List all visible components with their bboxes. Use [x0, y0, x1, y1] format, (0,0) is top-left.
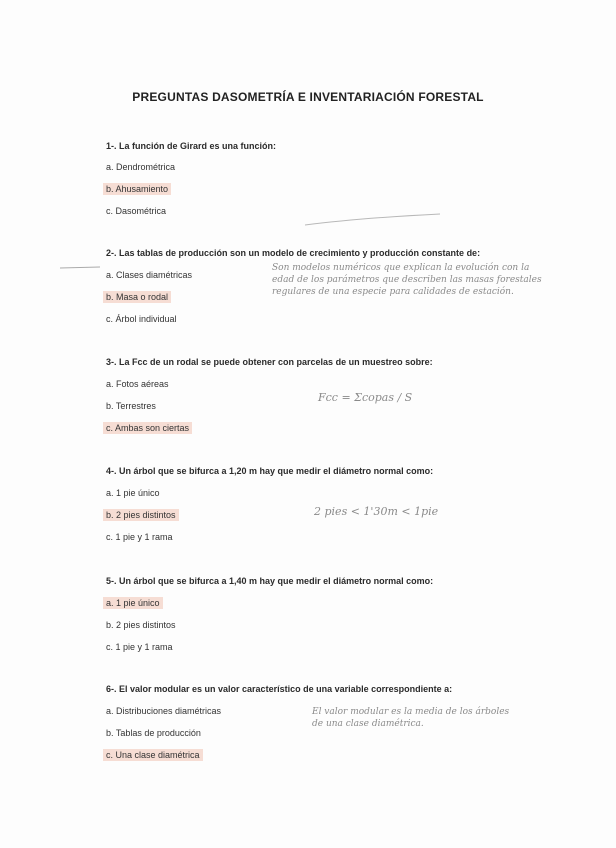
pencil-stroke-left: [58, 262, 102, 272]
question-6: 6-. El valor modular es un valor característico de una variable correspondiente a:: [106, 684, 453, 694]
option-3c-highlighted: [106, 423, 192, 433]
highlight-mark: c. Ambas son ciertas: [103, 422, 192, 434]
question-3: 3-. La Fcc de un rodal se puede obtener con parcelas de un muestreo sobre:: [106, 357, 433, 367]
question-5: 5-. Un árbol que se bifurca a 1,40 m hay que medir el diámetro normal como:: [106, 576, 434, 586]
handwritten-note-q4: 2 pies < 1'30m < 1pie: [314, 505, 439, 518]
option-2c: c. Árbol individual: [106, 314, 177, 324]
option-5c: c. 1 pie y 1 rama: [106, 642, 173, 652]
option-6c-highlighted: [106, 750, 203, 760]
highlight-mark: b. Masa o rodal: [103, 291, 171, 303]
option-5a-highlighted: [106, 598, 163, 608]
option-2a: a. Clases diamétricas: [106, 270, 193, 280]
highlight-mark: b. 2 pies distintos: [103, 509, 179, 521]
handwritten-note-q2: Son modelos numéricos que explican la evolución con la edad de los parámetros que describen las masas forestales regulares de una especie para calidades de estación.: [272, 263, 542, 297]
highlight-mark: a. 1 pie único: [103, 597, 163, 609]
option-4a: a. 1 pie único: [106, 488, 160, 498]
option-3a: a. Fotos aéreas: [106, 379, 169, 389]
option-1c: c. Dasométrica: [106, 206, 167, 216]
handwritten-note-q3: Fcc = Σcopas / S: [318, 391, 413, 404]
highlight-mark: b. Ahusamiento: [103, 183, 171, 195]
option-1b-highlighted: [106, 184, 171, 194]
pencil-stroke: [300, 210, 450, 230]
question-1: 1-. La función de Girard es una función:: [106, 141, 277, 151]
question-4: 4-. Un árbol que se bifurca a 1,20 m hay que medir el diámetro normal como:: [106, 466, 434, 476]
option-6a: a. Distribuciones diamétricas: [106, 706, 222, 716]
option-2b-highlighted: [106, 292, 171, 302]
highlight-mark: c. Una clase diamétrica: [103, 749, 203, 761]
option-4b-highlighted: [106, 510, 179, 520]
question-2: 2-. Las tablas de producción son un modelo de crecimiento y producción constante de:: [106, 248, 481, 258]
option-4c: c. 1 pie y 1 rama: [106, 532, 173, 542]
option-5b: b. 2 pies distintos: [106, 620, 176, 630]
page-title: PREGUNTAS DASOMETRÍA E INVENTARIACIÓN FORESTAL: [132, 90, 484, 104]
handwritten-note-q6: El valor modular es la media de los árboles de una clase diamétrica.: [312, 707, 510, 729]
option-1a: a. Dendrométrica: [106, 162, 176, 172]
option-3b: b. Terrestres: [106, 401, 156, 411]
option-6b: b. Tablas de producción: [106, 728, 201, 738]
